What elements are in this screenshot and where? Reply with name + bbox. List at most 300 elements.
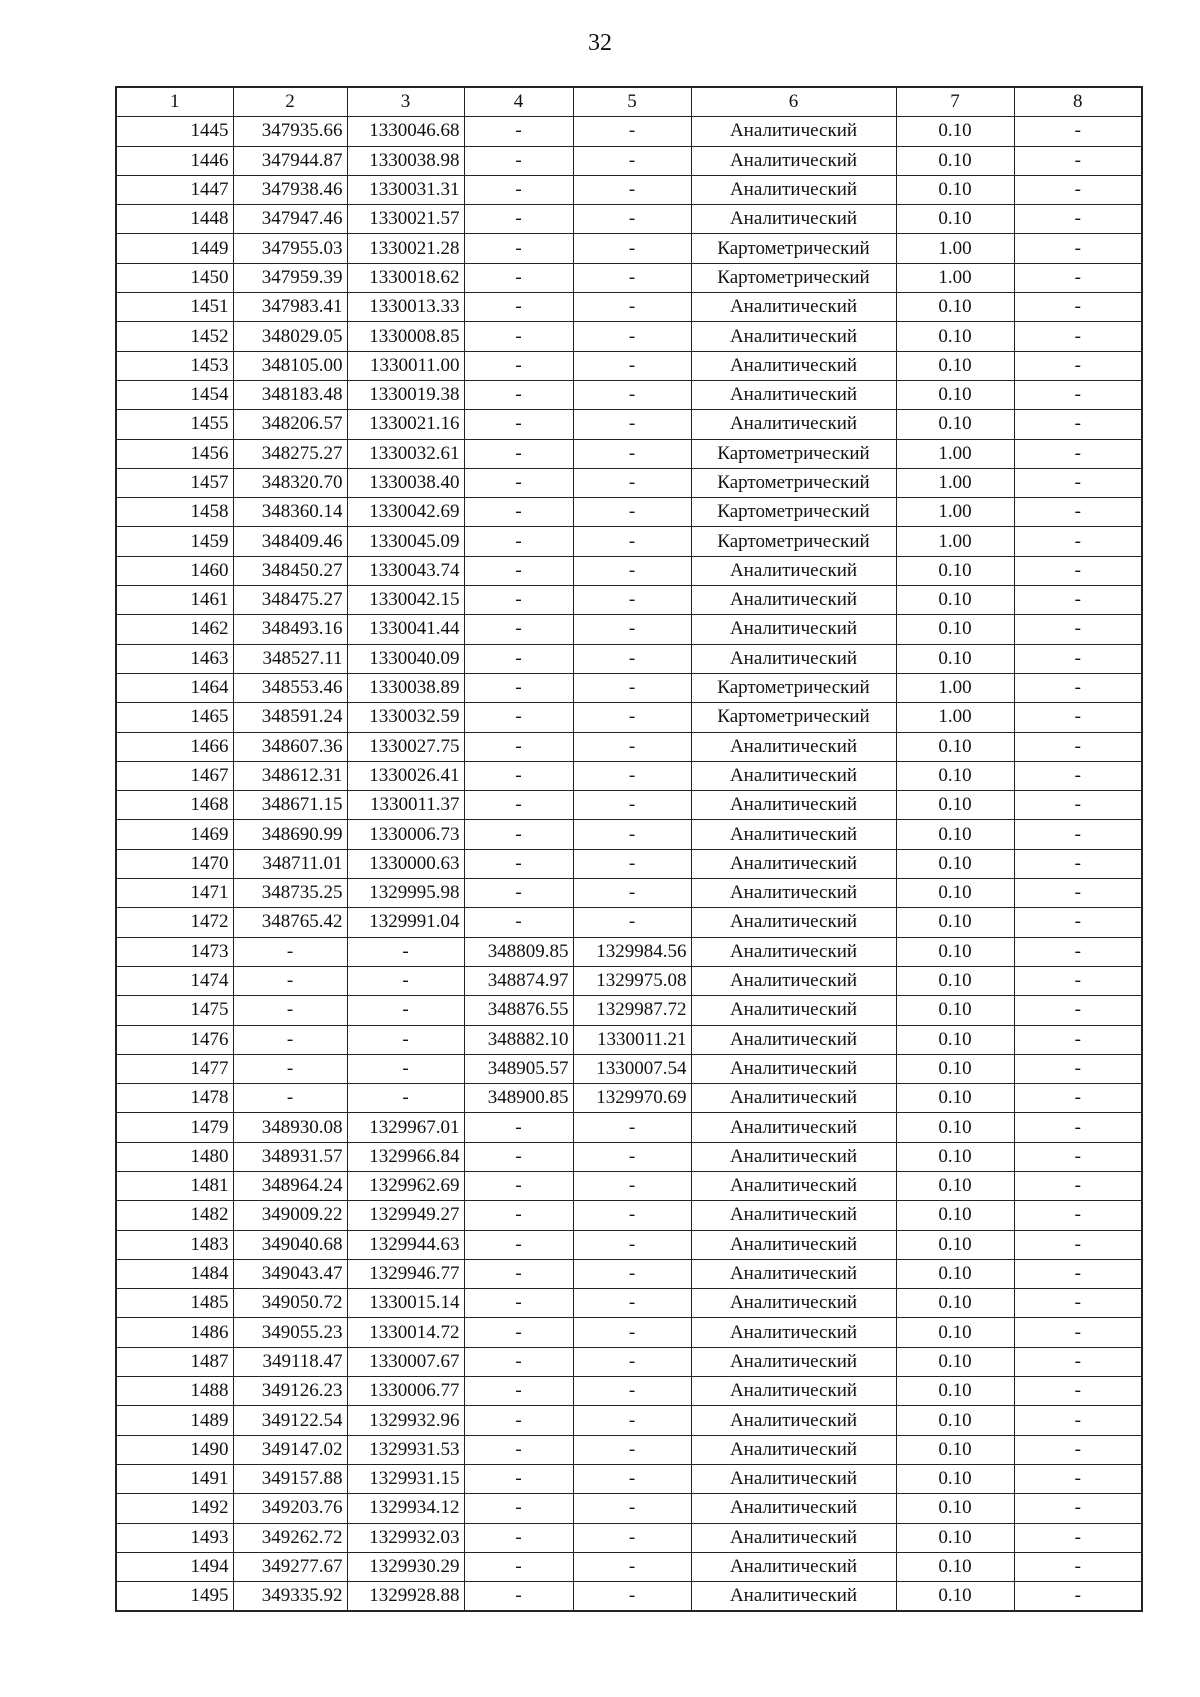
cell-method: Аналитический (691, 1582, 896, 1612)
cell-coord-y: 1329928.88 (347, 1582, 464, 1612)
cell-coord-x: 348765.42 (233, 908, 347, 937)
table-row (116, 1289, 1142, 1318)
cell-accuracy: 1.00 (896, 439, 1014, 468)
cell-point-number: 1466 (116, 732, 233, 761)
cell-coord-y-new: - (573, 1259, 691, 1288)
cell-coord-y-new: - (573, 1230, 691, 1259)
cell-point-number: 1455 (116, 410, 233, 439)
cell-method: Аналитический (691, 615, 896, 644)
cell-point-number: 1472 (116, 908, 233, 937)
table-row (116, 1054, 1142, 1083)
cell-coord-x: 348711.01 (233, 849, 347, 878)
cell-coord-x-new: - (464, 380, 573, 409)
cell-coord-x: 348206.57 (233, 410, 347, 439)
cell-coord-x-new: - (464, 527, 573, 556)
cell-coord-x: 348612.31 (233, 761, 347, 790)
cell-coord-x: 349043.47 (233, 1259, 347, 1288)
cell-note: - (1014, 1582, 1142, 1612)
cell-coord-x: 349126.23 (233, 1377, 347, 1406)
cell-accuracy: 0.10 (896, 1377, 1014, 1406)
cell-point-number: 1448 (116, 205, 233, 234)
cell-point-number: 1495 (116, 1582, 233, 1612)
cell-coord-y-new: - (573, 1435, 691, 1464)
cell-coord-x: - (233, 966, 347, 995)
cell-coord-x-new: - (464, 908, 573, 937)
cell-method: Аналитический (691, 791, 896, 820)
table-row (116, 117, 1142, 146)
cell-point-number: 1480 (116, 1142, 233, 1171)
cell-note: - (1014, 1377, 1142, 1406)
cell-method: Аналитический (691, 1113, 896, 1142)
cell-method: Аналитический (691, 644, 896, 673)
cell-note: - (1014, 1347, 1142, 1376)
cell-coord-x: 348527.11 (233, 644, 347, 673)
cell-coord-y-new: - (573, 556, 691, 585)
cell-coord-y-new: - (573, 1464, 691, 1493)
cell-coord-y: 1330038.40 (347, 468, 464, 497)
cell-coord-y: 1330042.69 (347, 498, 464, 527)
cell-accuracy: 0.10 (896, 1435, 1014, 1464)
cell-note: - (1014, 1435, 1142, 1464)
table-row (116, 1347, 1142, 1376)
cell-coord-y: 1329949.27 (347, 1201, 464, 1230)
cell-coord-y: 1330008.85 (347, 322, 464, 351)
cell-point-number: 1445 (116, 117, 233, 146)
cell-coord-y-new: 1330007.54 (573, 1054, 691, 1083)
cell-accuracy: 0.10 (896, 996, 1014, 1025)
table-row (116, 644, 1142, 673)
cell-note: - (1014, 1113, 1142, 1142)
cell-note: - (1014, 791, 1142, 820)
cell-accuracy: 0.10 (896, 205, 1014, 234)
table-row (116, 439, 1142, 468)
cell-coord-y: 1330026.41 (347, 761, 464, 790)
cell-note: - (1014, 1406, 1142, 1435)
cell-method: Картометрический (691, 263, 896, 292)
cell-coord-x: 349335.92 (233, 1582, 347, 1612)
cell-method: Аналитический (691, 1494, 896, 1523)
cell-coord-y: 1330006.73 (347, 820, 464, 849)
cell-method: Картометрический (691, 527, 896, 556)
cell-coord-x-new: - (464, 117, 573, 146)
table-row (116, 673, 1142, 702)
cell-coord-x-new: - (464, 1230, 573, 1259)
cell-point-number: 1446 (116, 146, 233, 175)
cell-coord-y-new: - (573, 1523, 691, 1552)
cell-coord-x-new: - (464, 234, 573, 263)
cell-accuracy: 0.10 (896, 1318, 1014, 1347)
cell-coord-y-new: - (573, 380, 691, 409)
cell-coord-x-new: 348809.85 (464, 937, 573, 966)
table-row (116, 468, 1142, 497)
cell-coord-x-new: - (464, 322, 573, 351)
cell-method: Аналитический (691, 1435, 896, 1464)
cell-method: Аналитический (691, 996, 896, 1025)
table-row (116, 1113, 1142, 1142)
cell-note: - (1014, 1289, 1142, 1318)
cell-note: - (1014, 937, 1142, 966)
cell-coord-x: 348690.99 (233, 820, 347, 849)
cell-coord-y-new: - (573, 908, 691, 937)
cell-coord-y: 1330032.59 (347, 703, 464, 732)
cell-coord-y-new: - (573, 1552, 691, 1581)
cell-coord-y: 1330046.68 (347, 117, 464, 146)
cell-point-number: 1465 (116, 703, 233, 732)
cell-accuracy: 0.10 (896, 293, 1014, 322)
cell-method: Картометрический (691, 468, 896, 497)
cell-method: Аналитический (691, 1289, 896, 1318)
cell-point-number: 1456 (116, 439, 233, 468)
cell-coord-x: 349118.47 (233, 1347, 347, 1376)
cell-accuracy: 0.10 (896, 1582, 1014, 1612)
cell-coord-x-new: - (464, 410, 573, 439)
cell-accuracy: 0.10 (896, 1494, 1014, 1523)
cell-point-number: 1487 (116, 1347, 233, 1376)
table-row (116, 351, 1142, 380)
cell-point-number: 1494 (116, 1552, 233, 1581)
cell-method: Аналитический (691, 1025, 896, 1054)
cell-note: - (1014, 1523, 1142, 1552)
cell-accuracy: 0.10 (896, 644, 1014, 673)
cell-method: Аналитический (691, 908, 896, 937)
cell-note: - (1014, 293, 1142, 322)
cell-note: - (1014, 234, 1142, 263)
cell-accuracy: 0.10 (896, 791, 1014, 820)
cell-point-number: 1489 (116, 1406, 233, 1435)
cell-point-number: 1451 (116, 293, 233, 322)
cell-method: Аналитический (691, 1377, 896, 1406)
cell-point-number: 1491 (116, 1464, 233, 1493)
cell-note: - (1014, 1552, 1142, 1581)
cell-coord-y-new: - (573, 732, 691, 761)
cell-coord-x: 347935.66 (233, 117, 347, 146)
cell-accuracy: 0.10 (896, 761, 1014, 790)
cell-coord-y: 1330006.77 (347, 1377, 464, 1406)
cell-accuracy: 0.10 (896, 586, 1014, 615)
cell-point-number: 1458 (116, 498, 233, 527)
cell-coord-y: - (347, 996, 464, 1025)
cell-coord-x-new: 348882.10 (464, 1025, 573, 1054)
cell-coord-x-new: - (464, 263, 573, 292)
cell-point-number: 1471 (116, 879, 233, 908)
cell-coord-x: 348360.14 (233, 498, 347, 527)
cell-note: - (1014, 586, 1142, 615)
cell-coord-x-new: - (464, 351, 573, 380)
cell-coord-y: 1329931.15 (347, 1464, 464, 1493)
cell-coord-x-new: 348905.57 (464, 1054, 573, 1083)
cell-coord-x: 348450.27 (233, 556, 347, 585)
cell-coord-y: 1329931.53 (347, 1435, 464, 1464)
table-row (116, 1171, 1142, 1200)
cell-coord-x: 349203.76 (233, 1494, 347, 1523)
cell-coord-y: 1330015.14 (347, 1289, 464, 1318)
table-row (116, 556, 1142, 585)
cell-accuracy: 0.10 (896, 732, 1014, 761)
cell-coord-y: 1329962.69 (347, 1171, 464, 1200)
cell-coord-x-new: - (464, 146, 573, 175)
table-row (116, 1464, 1142, 1493)
table-row (116, 1230, 1142, 1259)
cell-coord-y: - (347, 966, 464, 995)
table-row (116, 263, 1142, 292)
column-header-2: 2 (233, 87, 347, 117)
cell-note: - (1014, 1259, 1142, 1288)
cell-method: Аналитический (691, 410, 896, 439)
cell-method: Аналитический (691, 586, 896, 615)
cell-accuracy: 1.00 (896, 263, 1014, 292)
cell-method: Картометрический (691, 703, 896, 732)
cell-coord-x: - (233, 1084, 347, 1113)
cell-coord-y-new: - (573, 468, 691, 497)
cell-coord-y: 1329944.63 (347, 1230, 464, 1259)
cell-coord-y: 1330019.38 (347, 380, 464, 409)
cell-coord-y: 1330038.89 (347, 673, 464, 702)
table-row (116, 527, 1142, 556)
cell-coord-x-new: - (464, 556, 573, 585)
cell-coord-x-new: 348876.55 (464, 996, 573, 1025)
cell-coord-y: 1330041.44 (347, 615, 464, 644)
cell-coord-y: 1330021.57 (347, 205, 464, 234)
cell-coord-x-new: - (464, 1113, 573, 1142)
cell-note: - (1014, 879, 1142, 908)
cell-coord-y-new: 1329975.08 (573, 966, 691, 995)
cell-accuracy: 0.10 (896, 1289, 1014, 1318)
table-row (116, 1552, 1142, 1581)
cell-accuracy: 1.00 (896, 703, 1014, 732)
cell-coord-y: - (347, 1084, 464, 1113)
cell-coord-y-new: - (573, 1201, 691, 1230)
cell-note: - (1014, 205, 1142, 234)
cell-method: Аналитический (691, 1054, 896, 1083)
cell-coord-y-new: - (573, 703, 691, 732)
table-row (116, 996, 1142, 1025)
cell-note: - (1014, 1171, 1142, 1200)
cell-point-number: 1461 (116, 586, 233, 615)
cell-coord-y-new: - (573, 879, 691, 908)
cell-point-number: 1486 (116, 1318, 233, 1347)
cell-method: Аналитический (691, 1406, 896, 1435)
cell-point-number: 1488 (116, 1377, 233, 1406)
table-row (116, 1025, 1142, 1054)
cell-note: - (1014, 761, 1142, 790)
cell-point-number: 1482 (116, 1201, 233, 1230)
column-header-5: 5 (573, 87, 691, 117)
cell-method: Аналитический (691, 1084, 896, 1113)
cell-coord-y: - (347, 1025, 464, 1054)
cell-method: Картометрический (691, 498, 896, 527)
cell-point-number: 1452 (116, 322, 233, 351)
cell-coord-y-new: - (573, 791, 691, 820)
cell-coord-y: 1330011.37 (347, 791, 464, 820)
cell-coord-y: 1329966.84 (347, 1142, 464, 1171)
table-row (116, 1142, 1142, 1171)
cell-point-number: 1450 (116, 263, 233, 292)
cell-method: Аналитический (691, 1552, 896, 1581)
cell-coord-x-new: - (464, 1201, 573, 1230)
cell-coord-x-new: - (464, 1523, 573, 1552)
cell-coord-y: 1330042.15 (347, 586, 464, 615)
cell-coord-y-new: - (573, 293, 691, 322)
cell-coord-x-new: - (464, 1259, 573, 1288)
cell-point-number: 1460 (116, 556, 233, 585)
table-row (116, 1523, 1142, 1552)
cell-note: - (1014, 996, 1142, 1025)
cell-method: Аналитический (691, 146, 896, 175)
cell-accuracy: 0.10 (896, 1025, 1014, 1054)
cell-note: - (1014, 468, 1142, 497)
column-header-7: 7 (896, 87, 1014, 117)
cell-accuracy: 0.10 (896, 380, 1014, 409)
cell-coord-x-new: - (464, 644, 573, 673)
cell-coord-x: 348964.24 (233, 1171, 347, 1200)
cell-point-number: 1459 (116, 527, 233, 556)
cell-accuracy: 0.10 (896, 1523, 1014, 1552)
cell-coord-y-new: - (573, 1289, 691, 1318)
cell-coord-y-new: - (573, 351, 691, 380)
cell-coord-x-new: - (464, 1552, 573, 1581)
cell-note: - (1014, 1142, 1142, 1171)
cell-coord-x: 349262.72 (233, 1523, 347, 1552)
cell-coord-y: 1330040.09 (347, 644, 464, 673)
cell-coord-y-new: - (573, 117, 691, 146)
cell-coord-x-new: - (464, 175, 573, 204)
cell-coord-x-new: - (464, 1318, 573, 1347)
cell-point-number: 1467 (116, 761, 233, 790)
cell-method: Аналитический (691, 820, 896, 849)
cell-coord-x-new: - (464, 1464, 573, 1493)
cell-coord-x-new: - (464, 732, 573, 761)
cell-coord-x-new: 348900.85 (464, 1084, 573, 1113)
cell-coord-x: 349040.68 (233, 1230, 347, 1259)
cell-coord-x: - (233, 996, 347, 1025)
cell-coord-y-new: - (573, 1347, 691, 1376)
cell-coord-x: 348607.36 (233, 732, 347, 761)
cell-method: Аналитический (691, 322, 896, 351)
cell-point-number: 1454 (116, 380, 233, 409)
cell-method: Аналитический (691, 1142, 896, 1171)
cell-coord-x: 347938.46 (233, 175, 347, 204)
cell-coord-y-new: - (573, 527, 691, 556)
cell-point-number: 1473 (116, 937, 233, 966)
cell-note: - (1014, 380, 1142, 409)
cell-method: Аналитический (691, 1523, 896, 1552)
cell-coord-y: - (347, 1054, 464, 1083)
cell-point-number: 1483 (116, 1230, 233, 1259)
cell-coord-x: 348930.08 (233, 1113, 347, 1142)
cell-accuracy: 0.10 (896, 615, 1014, 644)
table-row (116, 1259, 1142, 1288)
column-header-4: 4 (464, 87, 573, 117)
cell-accuracy: 0.10 (896, 1142, 1014, 1171)
cell-note: - (1014, 527, 1142, 556)
cell-accuracy: 0.10 (896, 879, 1014, 908)
cell-coord-x: 348105.00 (233, 351, 347, 380)
cell-note: - (1014, 1464, 1142, 1493)
table-row (116, 293, 1142, 322)
table-row (116, 410, 1142, 439)
cell-point-number: 1469 (116, 820, 233, 849)
cell-coord-y-new: 1329970.69 (573, 1084, 691, 1113)
cell-note: - (1014, 117, 1142, 146)
cell-coord-y-new: - (573, 146, 691, 175)
cell-point-number: 1479 (116, 1113, 233, 1142)
cell-accuracy: 0.10 (896, 1259, 1014, 1288)
table-row (116, 849, 1142, 878)
cell-accuracy: 0.10 (896, 322, 1014, 351)
cell-coord-y-new: - (573, 1406, 691, 1435)
cell-coord-y-new: - (573, 498, 691, 527)
cell-accuracy: 1.00 (896, 527, 1014, 556)
cell-method: Аналитический (691, 761, 896, 790)
cell-accuracy: 0.10 (896, 1084, 1014, 1113)
cell-accuracy: 0.10 (896, 175, 1014, 204)
cell-coord-y: 1330021.28 (347, 234, 464, 263)
cell-note: - (1014, 351, 1142, 380)
table-row (116, 586, 1142, 615)
cell-method: Аналитический (691, 351, 896, 380)
cell-accuracy: 0.10 (896, 1464, 1014, 1493)
cell-coord-x-new: - (464, 849, 573, 878)
cell-coord-y-new: 1330011.21 (573, 1025, 691, 1054)
table-row (116, 966, 1142, 995)
cell-note: - (1014, 175, 1142, 204)
cell-coord-x-new: - (464, 791, 573, 820)
cell-coord-y: 1329946.77 (347, 1259, 464, 1288)
cell-note: - (1014, 966, 1142, 995)
cell-note: - (1014, 1084, 1142, 1113)
cell-coord-x: 348493.16 (233, 615, 347, 644)
cell-point-number: 1485 (116, 1289, 233, 1318)
cell-point-number: 1447 (116, 175, 233, 204)
cell-method: Аналитический (691, 1230, 896, 1259)
column-header-6: 6 (691, 87, 896, 117)
cell-coord-x: 347944.87 (233, 146, 347, 175)
cell-coord-x: 348029.05 (233, 322, 347, 351)
cell-method: Аналитический (691, 732, 896, 761)
cell-note: - (1014, 410, 1142, 439)
cell-coord-y: 1329967.01 (347, 1113, 464, 1142)
cell-coord-x-new: - (464, 1435, 573, 1464)
cell-method: Аналитический (691, 205, 896, 234)
table-row (116, 937, 1142, 966)
cell-note: - (1014, 322, 1142, 351)
cell-coord-x-new: - (464, 820, 573, 849)
table-row (116, 380, 1142, 409)
table-row (116, 322, 1142, 351)
cell-coord-y: 1330007.67 (347, 1347, 464, 1376)
cell-point-number: 1462 (116, 615, 233, 644)
cell-coord-x: - (233, 937, 347, 966)
cell-coord-x: 348553.46 (233, 673, 347, 702)
page-number: 32 (588, 30, 612, 56)
cell-accuracy: 0.10 (896, 556, 1014, 585)
cell-coord-y-new: - (573, 1142, 691, 1171)
cell-accuracy: 0.10 (896, 820, 1014, 849)
cell-coord-x: 348409.46 (233, 527, 347, 556)
cell-method: Аналитический (691, 556, 896, 585)
cell-point-number: 1476 (116, 1025, 233, 1054)
cell-point-number: 1457 (116, 468, 233, 497)
table-body (116, 117, 1142, 1612)
cell-coord-y-new: - (573, 849, 691, 878)
cell-coord-y: 1330027.75 (347, 732, 464, 761)
cell-coord-x: 349147.02 (233, 1435, 347, 1464)
cell-note: - (1014, 1230, 1142, 1259)
cell-coord-x-new: - (464, 615, 573, 644)
cell-method: Аналитический (691, 849, 896, 878)
table-row (116, 1318, 1142, 1347)
cell-point-number: 1492 (116, 1494, 233, 1523)
